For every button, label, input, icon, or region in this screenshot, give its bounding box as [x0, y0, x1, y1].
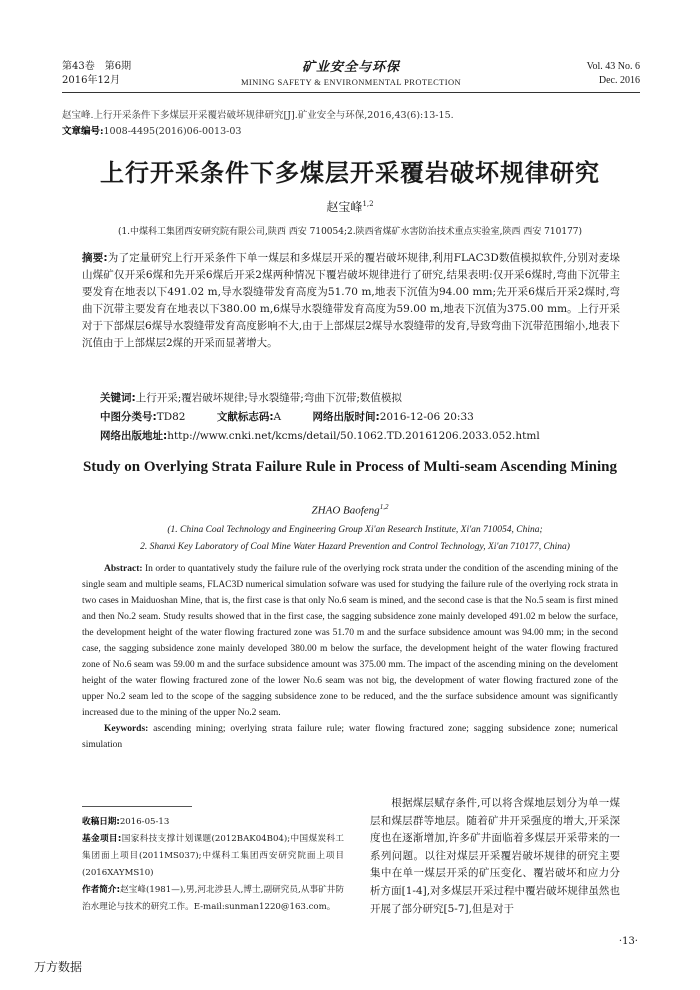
- header-center: [62, 56, 640, 87]
- header-date-en: Dec. 2016: [598, 75, 640, 86]
- fund-text: 国家科技支撑计划课题(2012BAK04B04);中国煤炭科工集团面上项目(2011MS037);中煤科工集团西安研究院面上项目(2016XAYMS10): [82, 834, 344, 878]
- body-paragraph: 根据煤层赋存条件,可以将含煤地层划分为单一煤层和煤层群等地层。随着矿井开采强度的增大,开采深度也在逐渐增加,许多矿井面临着多煤层开采带来的一系列问题。以往对煤层开采覆岩破坏规律的研究主要集中在单一煤层开采的矿压变化、覆岩破坏和应力分析方面[1-4],对多煤层开采过程中覆岩破坏规律虽然也开展了部分研究[5-7],但是对于: [370, 797, 620, 915]
- citation-block: [62, 108, 454, 140]
- bio-label: 作者简介:: [82, 885, 121, 895]
- author-affil-sup: 1,2: [362, 200, 374, 208]
- author-en-sup: 1,2: [379, 503, 389, 511]
- affiliation-en: [70, 522, 640, 556]
- footnote-divider: [82, 806, 192, 807]
- url-label: 网络出版地址:: [100, 430, 168, 442]
- journal-name-cn: 矿业安全与环保: [301, 60, 400, 75]
- citation-line: 赵宝峰.上行开采条件下多煤层开采覆岩破坏规律研究[J].矿业安全与环保,2016,43(6):13-15.: [62, 110, 454, 121]
- footnote-block: [82, 814, 344, 916]
- abstract-en-label: Abstract:: [104, 564, 143, 574]
- abstract-cn: [82, 250, 620, 352]
- keywords-cn-text: 上行开采;覆岩破坏规律;导水裂缝带;弯曲下沉带;数值模拟: [135, 392, 402, 404]
- header-right: [587, 60, 640, 88]
- received-date: 2016-05-13: [119, 817, 170, 827]
- header-date-cn: 2016年12月: [62, 75, 121, 86]
- abstract-cn-label: 摘要:: [82, 252, 108, 264]
- clc-value: TD82: [156, 411, 186, 423]
- abstract-cn-text: 为了定量研究上行开采条件下单一煤层和多煤层开采的覆岩破坏规律,利用FLAC3D数值模拟软件,分别对麦垛山煤矿仅开采6煤和先开采6煤后开采2煤两种情况下覆岩破坏规律进行了研究,结果表明:仅开采6煤时,弯曲下沉带主要发育在地表以下491.02 m,导水裂缝带发育高度为51.70 m,地表下沉值为94.00 mm;先开采6煤后开采2煤时,弯曲下沉带主要发育在地表以下380.00 m,6煤导水裂缝带发育高度为59.00 m,地表下沉值为375.00 mm。上行开采对于下部煤层6煤导水裂缝带发育高度影响不大,由于上部煤层2煤导水裂缝带的发育,导致弯曲下沉带范围缩小,地表下沉值由于上部煤层2煤的开采而显著增大。: [82, 252, 620, 349]
- paper-title-cn: 上行开采条件下多煤层开采覆岩破坏规律研究: [100, 159, 600, 187]
- abstract-en-block: [82, 561, 618, 753]
- header-volume-en: Vol. 43 No. 6: [586, 61, 640, 72]
- running-header: [62, 60, 640, 93]
- doc-code-value: A: [273, 411, 282, 423]
- keywords-cn-block: [100, 389, 620, 446]
- journal-name-en: MINING SAFETY & ENVIRONMENTAL PROTECTION: [240, 77, 462, 87]
- page-number: ·13·: [618, 936, 638, 947]
- author-cn: [0, 198, 700, 215]
- affiliation-en-1: (1. China Coal Technology and Engineering Group Xi'an Research Institute, Xi'an 710054, China;: [167, 525, 543, 535]
- affiliation-cn: (1.中煤科工集团西安研究院有限公司,陕西 西安 710054;2.陕西省煤矿水害防治技术重点实验室,陕西 西安 710177): [117, 227, 583, 237]
- fund-label: 基金项目:: [82, 834, 122, 844]
- keywords-cn-label: 关键词:: [100, 392, 136, 404]
- keywords-en-label: Keywords:: [104, 724, 149, 734]
- affiliation-en-2: 2. Shanxi Key Laboratory of Coal Mine Water Hazard Prevention and Control Technology, Xi'an 710177, China): [140, 542, 570, 552]
- wanfang-watermark: 万方数据: [34, 960, 83, 974]
- pub-time-label: 网络出版时间:: [312, 411, 380, 423]
- received-label: 收稿日期:: [82, 817, 120, 827]
- author-en: [0, 503, 700, 517]
- doc-code-label: 文献标志码:: [216, 411, 274, 423]
- bio-text: 赵宝峰(1981—),男,河北涉县人,博士,副研究员,从事矿井防治水理论与技术的研究工作。E-mail:sunman1220@163.com。: [82, 885, 344, 912]
- online-url[interactable]: http://www.cnki.net/kcms/detail/50.1062.TD.20161206.2033.052.html: [167, 430, 540, 442]
- pub-time-value: 2016-12-06 20:33: [379, 411, 474, 423]
- body-text: [370, 795, 620, 918]
- paper-title-en: Study on Overlying Strata Failure Rule in Process of Multi-seam Ascending Mining: [82, 459, 618, 475]
- author-name-cn: 赵宝峰: [326, 200, 363, 214]
- doc-number-label: 文章编号:: [62, 126, 104, 137]
- abstract-en-text: In order to quantatively study the failure rule of the overlying rock strata under the condition of the ascending mining of the single seam and multiple seams, FLAC3D numerical simulation sofware was used for studying the failure rule of the overlying rock strata in two cases in Maiduoshan Mine, that is, the first case is that only No.6 seam is mined, and the second case is that the No.5 seam is first mined and then No.2 seam. Study results showed that in the first case, the sagging subsidence zone mainly developed 491.02 m below the surface, the development height of the water flowing fractured zone was 51.70 m and the surface subsidence amount was 94.00 mm; in the second case, the sagging subsidence zone mainly developed 380.00 m below the surface, the development height of the water flowing fractured zone of No.6 seam was 59.00 m and the surface subsidence amount was 375.00 mm. The impact of the ascending mining on the develoment height of the water flowing fractured zone of the lower No.6 seam was not big, the development of water flowing fractured zone of the upper No.2 seam led to the scope of the sagging subsidence zone to be reduced, and the the surface subsidence amount was significantly increased due to the mining of the upper No.2 seam.: [82, 564, 618, 718]
- doc-number: 1008-4495(2016)06-0013-03: [103, 126, 242, 137]
- header-volume-cn: 第43卷 第6期: [62, 61, 132, 72]
- clc-label: 中图分类号:: [100, 411, 157, 423]
- author-name-en: ZHAO Baofeng: [311, 504, 380, 517]
- keywords-en-text: ascending mining; overlying strata failure rule; water flowing fractured zone; sagging subsidence zone; numerical simulation: [82, 724, 619, 750]
